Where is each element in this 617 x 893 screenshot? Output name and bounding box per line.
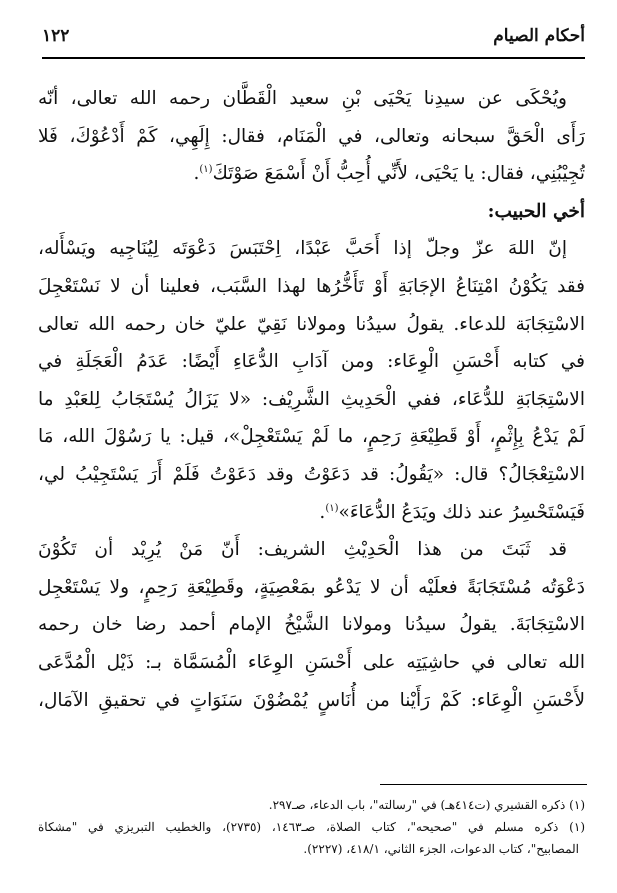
text-line xyxy=(38,268,585,306)
text-line xyxy=(38,80,585,118)
running-title: أحكام الصيام xyxy=(493,26,585,46)
punctuation: . xyxy=(193,163,200,185)
text-line xyxy=(38,494,585,532)
line-text: في كتابه أَحْسَنِ الْوِعَاء: ومن آدَابِ الدُّعَاءِ أَيْضًا: عَدَمُ الْعَجَلَةِ في xyxy=(38,351,585,373)
line-text: الاسْتِجَابَة للدعاء. يقولُ سيدُنا ومولانا نَقِيّ عليّ خان رحمه الله تعالى xyxy=(38,313,585,335)
footnote-line: (١) ذكره القشيري (ت٤١٤هـ) في "رسالته"، باب الدعاء، صـ٢٩٧. xyxy=(268,798,585,812)
text-line xyxy=(38,381,585,419)
footnote-separator xyxy=(380,784,587,785)
line-text: ويُحْكَى عن سيدِنا يَحْيَى بْنِ سعيد الْقَطَّان رحمه الله تعالى، أنّه xyxy=(38,88,567,109)
footnotes xyxy=(38,794,585,860)
line-text: الاسْتِجَابَةَ. يقولُ سيدُنا ومولانا الشَّيْخُ الإمام أحمد رضا خان رحمه xyxy=(38,614,585,636)
footnote-line: (١) ذكره مسلم في "صحيحه"، كتاب الصلاة، صـ١٤٦٣، (٢٧٣٥)، والخطيب التبريزي في "مشكاة xyxy=(38,820,585,834)
running-header xyxy=(42,26,585,52)
line-text: رَأَى الْحَقَّ سبحانه وتعالى، في الْمَنَام، فقال: إِلَهِي، كَمْ أَدْعُوْكَ، فَلا xyxy=(38,125,585,147)
section-heading xyxy=(38,193,585,231)
line-text: تُجِيْبُنِي، فقال: يا يَحْيَى، لأَنِّي أُحِبُّ أَنْ أَسْمَعَ صَوْتَكَ xyxy=(212,163,585,185)
line-text: لأَحْسَنِ الْوِعَاء: كَمْ رَأَيْنا من أُنَاسٍ يُمْضُوْنَ سَنَوَاتٍ في تحقيقِ الآمَال، xyxy=(38,689,585,711)
line-text: أخي الحبيب: xyxy=(487,200,585,222)
line-text: الله تعالى في حاشِيَتِه على أَحْسَنِ الوِعَاء الْمُسَمَّاة بـ: ذَيْل الْمُدَّعَى xyxy=(38,651,585,673)
line-text: فقد يَكُوْنُ امْتِنَاعُ الإجَابَةِ أَوْ تَأَخُّرُها لهذا السَّبَب، فعلينا أن لا نَسْتَعْجِلَ xyxy=(38,275,585,297)
text-line xyxy=(38,230,585,268)
line-text: قد ثَبَتَ من هذا الْحَدِيْثِ الشريف: أَنّ مَنْ يُرِيْد أن تَكُوْنَ xyxy=(38,539,567,561)
text-line xyxy=(38,644,585,682)
text-line xyxy=(38,569,585,607)
footnote-marker: (١) xyxy=(325,502,339,514)
line-text: الاسْتِعْجَالُ؟ قال: «يَقُولُ: قد دَعَوْتُ وقد دَعَوْتُ فَلَمْ أَرَ يَسْتَجِيْبُ لي، xyxy=(38,463,585,485)
line-text: لَمْ يَدْعُ بِإِثْمٍ، أَوْ قَطِيْعَةِ رَحِمٍ، ما لَمْ يَسْتَعْجِلْ»، قيل: يا رَسُوْلَ الله، مَا xyxy=(38,426,585,448)
body-text xyxy=(38,80,585,719)
line-text: الاسْتِجَابَةِ للدُّعَاء، ففي الْحَدِيثِ الشَّرِيْف: «لا يَزَالُ يُسْتَجَابُ لِلعَبْدِ ما xyxy=(38,388,585,410)
line-text: فَيَسْتَحْسِرُ عند ذلك ويَدَعُ الدُّعَاءَ» xyxy=(338,501,585,523)
text-line xyxy=(38,306,585,344)
line-text: إنّ اللهَ عزّ وجلّ إذا أَحَبَّ عَبْدًا، اِحْتَبَسَ دَعْوَتَه لِيُنَاجِيه ويَسْأَله، xyxy=(38,238,567,260)
footnote-marker: (١) xyxy=(199,164,213,176)
punctuation: . xyxy=(319,501,326,523)
footnote-line: المصابيح"، كتاب الدعوات، الجزء الثاني، ٤١٨/١، (٢٢٢٧). xyxy=(303,842,579,856)
text-line xyxy=(38,418,585,456)
header-rule xyxy=(42,57,585,59)
text-line xyxy=(38,682,585,720)
line-text: دَعْوَتُه مُسْتَجَابَةً فعلَيْه أن لا يَدْعُو بمَعْصِيَةٍ، وقَطِيْعَةِ رَحِمٍ، ولا يَسْتَعْجِل xyxy=(38,576,585,598)
text-line xyxy=(38,118,585,156)
text-line xyxy=(38,155,585,193)
text-line xyxy=(38,531,585,569)
text-line xyxy=(38,606,585,644)
text-line xyxy=(38,456,585,494)
page-number: ١٢٢ xyxy=(42,26,70,46)
text-line xyxy=(38,343,585,381)
